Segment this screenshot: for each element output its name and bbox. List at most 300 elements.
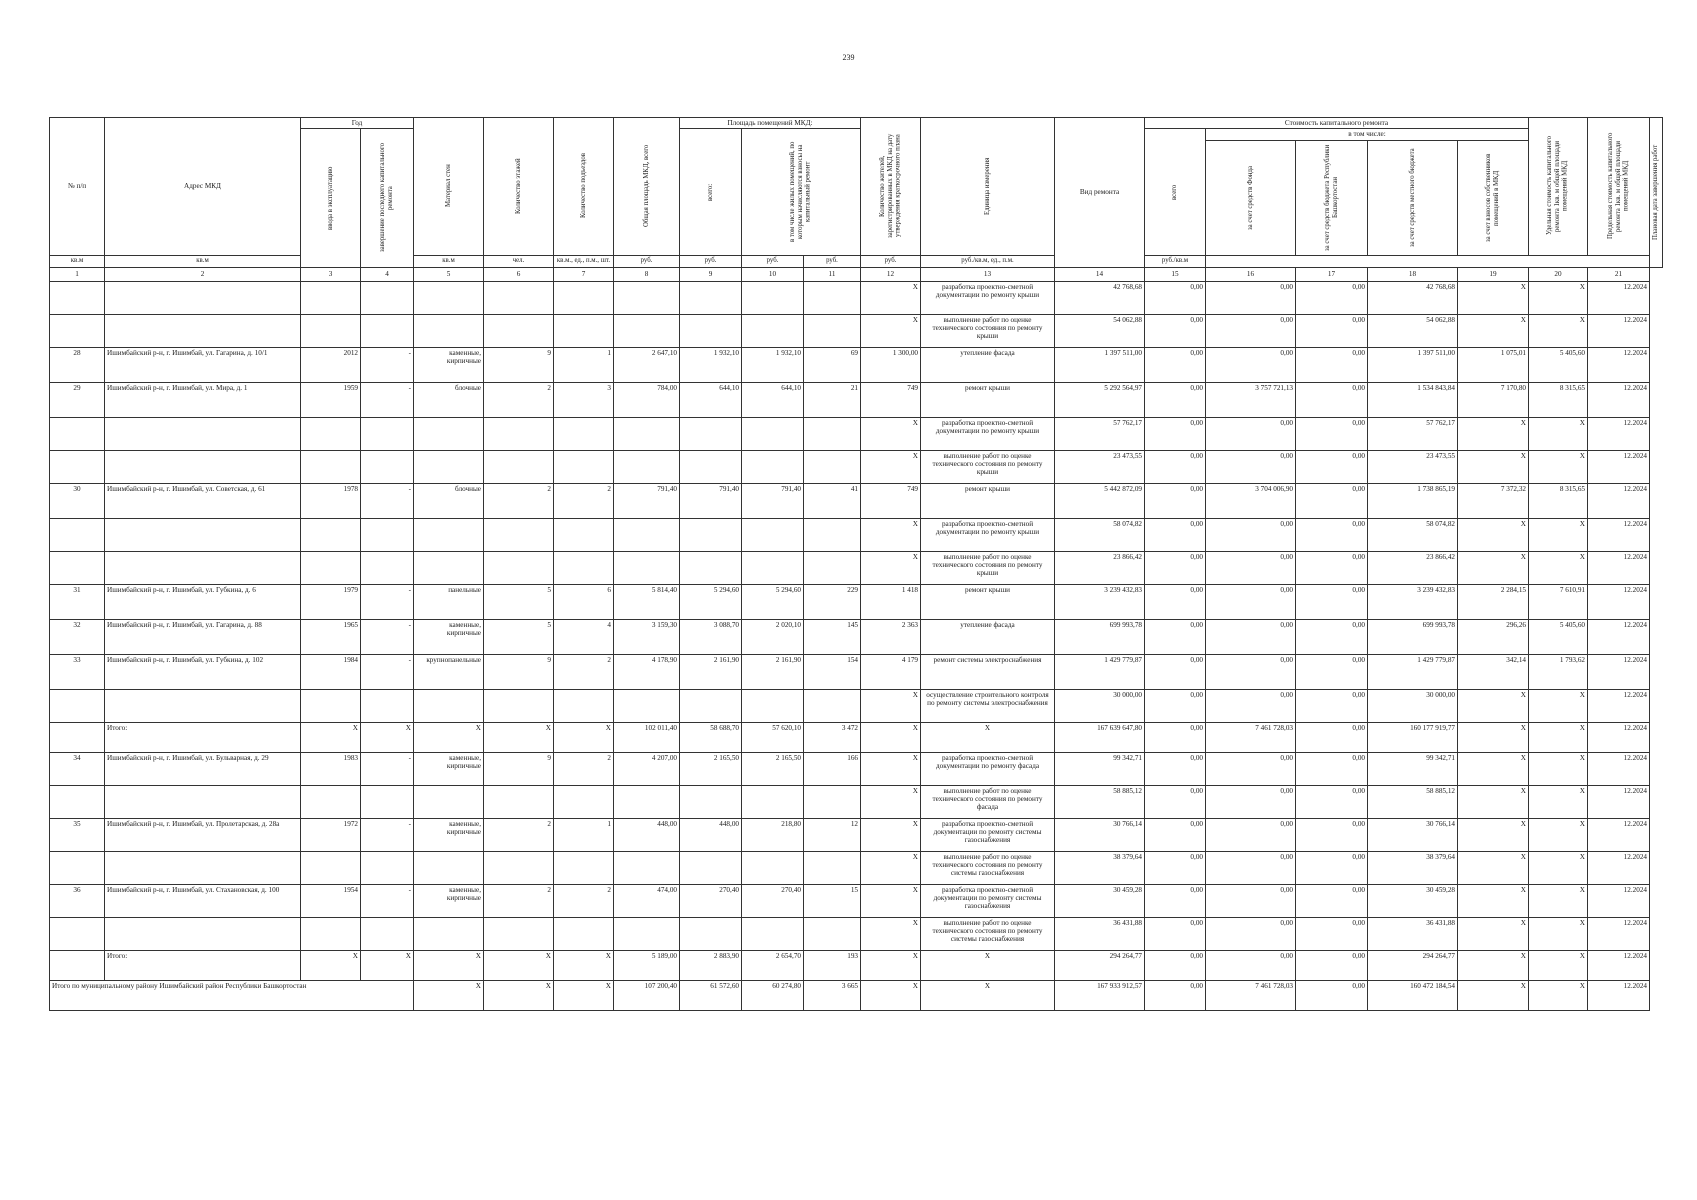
cell-y: 2012	[301, 347, 361, 382]
cell-ow: 30 459,28	[1368, 884, 1458, 917]
cell-ta	[614, 450, 680, 483]
cell-rt: выполнение работ по оценке технического состояния по ремонту фасада	[921, 785, 1055, 818]
cell-x: 1 300,00	[861, 347, 921, 382]
cell-lb: 0,00	[1296, 551, 1368, 584]
cell-z	[361, 917, 414, 950]
cell-uc: X	[1458, 785, 1529, 818]
table-row	[50, 417, 1663, 450]
cell-lc: X	[1529, 752, 1588, 785]
cell-ta	[614, 518, 680, 551]
cell-en	[554, 450, 614, 483]
cell-al: 2 165,50	[742, 752, 804, 785]
cell-rb: 0,00	[1206, 851, 1296, 884]
cell-fl	[484, 281, 554, 314]
cell-lb: 0,00	[1296, 689, 1368, 722]
cell-as	[680, 450, 742, 483]
cell-m: каменные, кирпичные	[414, 884, 484, 917]
cell-d: 12.2024	[1588, 884, 1650, 917]
cell-z	[361, 281, 414, 314]
cell-lb: 0,00	[1296, 818, 1368, 851]
cell-en: 3	[554, 382, 614, 417]
cell-lc: X	[1529, 417, 1588, 450]
column-number: 17	[1296, 267, 1368, 281]
cell-y: 1959	[301, 382, 361, 417]
cell-no	[50, 851, 105, 884]
cell-addr	[105, 917, 301, 950]
cell-z: -	[361, 347, 414, 382]
cell-t: 5 442 872,09	[1055, 483, 1145, 518]
cell-fl	[484, 917, 554, 950]
cell-m: X	[414, 950, 484, 980]
cell-lc: X	[1529, 785, 1588, 818]
cell-lb: 0,00	[1296, 722, 1368, 752]
cell-f: 0,00	[1145, 347, 1206, 382]
unit-cell: кв.м	[414, 255, 484, 267]
cell-fl: 9	[484, 654, 554, 689]
header-floors: Количество этажей	[514, 158, 522, 215]
column-number: 4	[361, 267, 414, 281]
table-row	[50, 722, 1663, 752]
cell-as: 3 088,70	[680, 619, 742, 654]
cell-en: 2	[554, 884, 614, 917]
column-number: 9	[680, 267, 742, 281]
cell-uc: X	[1458, 689, 1529, 722]
unit-cell: руб.	[614, 255, 680, 267]
cell-m: каменные, кирпичные	[414, 619, 484, 654]
cell-rt: выполнение работ по оценке технического состояния по ремонту системы газоснабжения	[921, 851, 1055, 884]
cell-re: 3 472	[804, 722, 861, 752]
cell-addr	[105, 450, 301, 483]
cell-m	[414, 917, 484, 950]
cell-no	[50, 917, 105, 950]
cell-al	[742, 917, 804, 950]
cell-t: 23 473,55	[1055, 450, 1145, 483]
cell-al	[742, 518, 804, 551]
cell-en: 2	[554, 654, 614, 689]
cell-lc: X	[1529, 450, 1588, 483]
cell-d: 12.2024	[1588, 752, 1650, 785]
unit-cell: руб.	[742, 255, 804, 267]
cell-rt: утепление фасада	[921, 619, 1055, 654]
header-area-total: всего:	[706, 183, 714, 201]
cell-lc: X	[1529, 722, 1588, 752]
cell-al: 2 020,10	[742, 619, 804, 654]
cell-x: X	[861, 518, 921, 551]
cell-x: X	[861, 417, 921, 450]
cell-f: 0,00	[1145, 950, 1206, 980]
cell-t: 30 459,28	[1055, 884, 1145, 917]
cell-no	[50, 417, 105, 450]
cell-x: X	[861, 281, 921, 314]
cell-m: панельные	[414, 584, 484, 619]
column-number: 20	[1529, 267, 1588, 281]
table-row	[50, 785, 1663, 818]
cell-addr: Ишимбайский р-н, г. Ишимбай, ул. Пролетарская, д. 28а	[105, 818, 301, 851]
header-cost-fund: за счет средств Фонда	[1246, 165, 1254, 230]
header-total-area: Общая площадь МКД, всего	[642, 145, 650, 228]
cell-al	[742, 281, 804, 314]
grand-total-as: 61 572,60	[680, 980, 742, 1010]
cell-lc: 5 405,60	[1529, 347, 1588, 382]
cell-ta: 5 814,40	[614, 584, 680, 619]
column-number: 5	[414, 267, 484, 281]
cell-y	[301, 314, 361, 347]
cell-ta	[614, 689, 680, 722]
header-unit-cost: Удельная стоимость капитального ремонта 1кв. м общей площади помещений МКД	[1546, 136, 1569, 236]
cell-re: 15	[804, 884, 861, 917]
cell-ow: 36 431,88	[1368, 917, 1458, 950]
cell-z	[361, 785, 414, 818]
cell-m: блочные	[414, 483, 484, 518]
cell-rb: 0,00	[1206, 785, 1296, 818]
cell-addr: Ишимбайский р-н, г. Ишимбай, ул. Губкина, д. 6	[105, 584, 301, 619]
column-number: 15	[1145, 267, 1206, 281]
cell-uc: 2 284,15	[1458, 584, 1529, 619]
cell-f: 0,00	[1145, 584, 1206, 619]
grand-total-rt: X	[921, 980, 1055, 1010]
cell-fl: 9	[484, 752, 554, 785]
cell-rt: X	[921, 722, 1055, 752]
grand-total-uc: X	[1458, 980, 1529, 1010]
cell-no	[50, 551, 105, 584]
table-row	[50, 551, 1663, 584]
cell-x: 749	[861, 382, 921, 417]
column-number: 3	[301, 267, 361, 281]
cell-addr: Ишимбайский р-н, г. Ишимбай, ул. Стахановская, д. 100	[105, 884, 301, 917]
cell-m	[414, 450, 484, 483]
cell-lc: 8 315,65	[1529, 483, 1588, 518]
cell-rb: 0,00	[1206, 551, 1296, 584]
cell-re	[804, 518, 861, 551]
grand-total-ow: 160 472 184,54	[1368, 980, 1458, 1010]
cell-d: 12.2024	[1588, 917, 1650, 950]
grand-total-re: 3 665	[804, 980, 861, 1010]
header-repair-type: Вид ремонта	[1055, 118, 1145, 268]
cell-x: X	[861, 689, 921, 722]
cell-fl	[484, 450, 554, 483]
table-row	[50, 619, 1663, 654]
cell-lc: 1 793,62	[1529, 654, 1588, 689]
cell-y: 1965	[301, 619, 361, 654]
cell-ta	[614, 851, 680, 884]
column-number: 13	[921, 267, 1055, 281]
cell-fl	[484, 689, 554, 722]
column-number: 21	[1588, 267, 1650, 281]
unit-cell: кв.м	[50, 255, 105, 267]
cell-t: 54 062,88	[1055, 314, 1145, 347]
cell-en: 1	[554, 818, 614, 851]
cell-ow: 57 762,17	[1368, 417, 1458, 450]
cell-x: 2 363	[861, 619, 921, 654]
cell-z: -	[361, 619, 414, 654]
cell-al: 2 161,90	[742, 654, 804, 689]
cell-uc: 296,26	[1458, 619, 1529, 654]
cell-en: X	[554, 950, 614, 980]
header-material: Материал стен	[444, 164, 452, 208]
grand-total-lc: X	[1529, 980, 1588, 1010]
cell-rt: разработка проектно-сметной документации по ремонту крыши	[921, 417, 1055, 450]
cell-d: 12.2024	[1588, 818, 1650, 851]
cell-addr	[105, 785, 301, 818]
cell-uc: X	[1458, 281, 1529, 314]
cell-d: 12.2024	[1588, 689, 1650, 722]
cell-rb: 0,00	[1206, 752, 1296, 785]
cell-x: 4 179	[861, 654, 921, 689]
cell-en: 4	[554, 619, 614, 654]
cell-re: 166	[804, 752, 861, 785]
column-number: 12	[861, 267, 921, 281]
column-number: 8	[614, 267, 680, 281]
cell-uc: 7 372,32	[1458, 483, 1529, 518]
cell-t: 1 397 511,00	[1055, 347, 1145, 382]
cell-rt: X	[921, 950, 1055, 980]
column-number: 7	[554, 267, 614, 281]
cell-lc: X	[1529, 518, 1588, 551]
cell-f: 0,00	[1145, 851, 1206, 884]
cell-t: 30 000,00	[1055, 689, 1145, 722]
cell-fl	[484, 314, 554, 347]
column-number: 18	[1368, 267, 1458, 281]
header-unit: Единица измерения	[983, 157, 991, 215]
cell-fl: 9	[484, 347, 554, 382]
cell-as: 2 883,90	[680, 950, 742, 980]
cell-lb: 0,00	[1296, 785, 1368, 818]
cell-rt: разработка проектно-сметной документации по ремонту системы газоснабжения	[921, 818, 1055, 851]
cell-fl: 5	[484, 584, 554, 619]
cell-en	[554, 551, 614, 584]
header-year: Год	[301, 118, 414, 129]
header-cost-rb-budget: за счет средств бюджета Республики Башкортостан	[1323, 144, 1339, 251]
cell-ow: 699 993,78	[1368, 619, 1458, 654]
cell-as: 448,00	[680, 818, 742, 851]
grand-total-label: Итого по муниципальному району Ишимбайский район Республики Башкортостан	[50, 980, 414, 1010]
cell-lc: X	[1529, 851, 1588, 884]
cell-rb: 3 704 006,90	[1206, 483, 1296, 518]
cell-addr	[105, 551, 301, 584]
unit-cell: руб./кв.м, ед., п.м.	[921, 255, 1055, 267]
cell-rb: 0,00	[1206, 689, 1296, 722]
cell-d: 12.2024	[1588, 619, 1650, 654]
cell-lb: 0,00	[1296, 950, 1368, 980]
cell-x: X	[861, 314, 921, 347]
cell-uc: X	[1458, 551, 1529, 584]
cell-ta	[614, 314, 680, 347]
cell-ta: 448,00	[614, 818, 680, 851]
table-row	[50, 518, 1663, 551]
cell-al	[742, 785, 804, 818]
cell-f: 0,00	[1145, 314, 1206, 347]
cell-y	[301, 518, 361, 551]
cell-lc: X	[1529, 689, 1588, 722]
cell-rt: выполнение работ по оценке технического состояния по ремонту крыши	[921, 314, 1055, 347]
header-plan-date: Плановая дата завершения работ	[1652, 144, 1659, 240]
cell-z: -	[361, 654, 414, 689]
cell-ta	[614, 281, 680, 314]
header-residents: Количество жителей, зарегистрированных в МКД на дату утверждения краткосрочного плана	[878, 134, 902, 239]
cell-rt: выполнение работ по оценке технического состояния по ремонту системы газоснабжения	[921, 917, 1055, 950]
cell-t: 30 766,14	[1055, 818, 1145, 851]
column-number: 19	[1458, 267, 1529, 281]
cell-y: X	[301, 722, 361, 752]
cell-as	[680, 518, 742, 551]
column-number: 6	[484, 267, 554, 281]
cell-uc: X	[1458, 417, 1529, 450]
cell-fl: 2	[484, 382, 554, 417]
column-numbers-row	[50, 267, 1663, 281]
header-address: Адрес МКД	[105, 118, 301, 256]
cell-t: 3 239 432,83	[1055, 584, 1145, 619]
cell-uc: 7 170,80	[1458, 382, 1529, 417]
cell-no	[50, 950, 105, 980]
repair-plan-table	[49, 117, 1663, 1011]
cell-re	[804, 450, 861, 483]
cell-no	[50, 314, 105, 347]
cell-ta	[614, 551, 680, 584]
cell-al	[742, 551, 804, 584]
repair-plan-sheet	[49, 117, 1663, 1011]
cell-rt: разработка проектно-сметной документации по ремонту крыши	[921, 518, 1055, 551]
cell-m	[414, 281, 484, 314]
header-limit-cost: Предельная стоимость капитального ремонта 1кв. м общей площади помещений МКД	[1606, 133, 1630, 240]
cell-al	[742, 689, 804, 722]
cell-lc: X	[1529, 314, 1588, 347]
cell-addr: Ишимбайский р-н, г. Ишимбай, ул. Гагарина, д. 10/1	[105, 347, 301, 382]
cell-al: 791,40	[742, 483, 804, 518]
table-row	[50, 314, 1663, 347]
cell-as	[680, 551, 742, 584]
cell-re	[804, 689, 861, 722]
cell-as	[680, 314, 742, 347]
cell-ta: 102 011,40	[614, 722, 680, 752]
unit-cell: кв.м., ед., п.м., шт.	[554, 255, 614, 267]
cell-addr	[105, 689, 301, 722]
cell-as: 58 688,70	[680, 722, 742, 752]
cell-lc: X	[1529, 950, 1588, 980]
cell-t: 42 768,68	[1055, 281, 1145, 314]
cell-d: 12.2024	[1588, 347, 1650, 382]
header-entrances: Количество подъездов	[579, 153, 587, 219]
header-cost-local-budget: за счет средств местного бюджета	[1408, 148, 1416, 247]
cell-lb: 0,00	[1296, 752, 1368, 785]
unit-cell: руб.	[861, 255, 921, 267]
cell-f: 0,00	[1145, 450, 1206, 483]
cell-rb: 0,00	[1206, 619, 1296, 654]
table-row	[50, 818, 1663, 851]
cell-lb: 0,00	[1296, 584, 1368, 619]
cell-al: 5 294,60	[742, 584, 804, 619]
cell-addr	[105, 281, 301, 314]
cell-fl	[484, 518, 554, 551]
cell-re: 193	[804, 950, 861, 980]
grand-total-f: 0,00	[1145, 980, 1206, 1010]
cell-uc: X	[1458, 314, 1529, 347]
cell-al	[742, 851, 804, 884]
cell-no	[50, 722, 105, 752]
table-row	[50, 950, 1663, 980]
cell-y	[301, 450, 361, 483]
cell-as: 644,10	[680, 382, 742, 417]
cell-rt: утепление фасада	[921, 347, 1055, 382]
cell-re: 154	[804, 654, 861, 689]
cell-f: 0,00	[1145, 884, 1206, 917]
cell-ta: 791,40	[614, 483, 680, 518]
column-number: 1	[50, 267, 105, 281]
cell-uc: X	[1458, 884, 1529, 917]
cell-rt: разработка проектно-сметной документации по ремонту фасада	[921, 752, 1055, 785]
cell-ow: 1 397 511,00	[1368, 347, 1458, 382]
header-cost-total: всего	[1171, 184, 1179, 200]
cell-ow: 160 177 919,77	[1368, 722, 1458, 752]
cell-rt: ремонт крыши	[921, 584, 1055, 619]
table-row	[50, 382, 1663, 417]
cell-addr: Итого:	[105, 950, 301, 980]
cell-x: X	[861, 818, 921, 851]
cell-as: 2 161,90	[680, 654, 742, 689]
cell-z	[361, 314, 414, 347]
cell-x: X	[861, 785, 921, 818]
cell-rb: 0,00	[1206, 347, 1296, 382]
cell-re	[804, 785, 861, 818]
column-number: 11	[804, 267, 861, 281]
cell-rt: осуществление строительного контроля по ремонту системы электроснабжения	[921, 689, 1055, 722]
cell-ow: 1 534 843,84	[1368, 382, 1458, 417]
cell-z: -	[361, 584, 414, 619]
cell-uc: X	[1458, 450, 1529, 483]
cell-m	[414, 851, 484, 884]
cell-as: 5 294,60	[680, 584, 742, 619]
cell-al: 57 620,10	[742, 722, 804, 752]
cell-rt: ремонт крыши	[921, 483, 1055, 518]
cell-t: 294 264,77	[1055, 950, 1145, 980]
cell-f: 0,00	[1145, 619, 1206, 654]
cell-z: -	[361, 752, 414, 785]
cell-z	[361, 417, 414, 450]
cell-al	[742, 450, 804, 483]
cell-t: 699 993,78	[1055, 619, 1145, 654]
cell-ta	[614, 917, 680, 950]
cell-m: крупнопанельные	[414, 654, 484, 689]
cell-as	[680, 851, 742, 884]
cell-re	[804, 551, 861, 584]
cell-re	[804, 417, 861, 450]
cell-no: 28	[50, 347, 105, 382]
cell-m: каменные, кирпичные	[414, 347, 484, 382]
cell-lb: 0,00	[1296, 382, 1368, 417]
cell-uc: X	[1458, 950, 1529, 980]
cell-re	[804, 314, 861, 347]
column-number: 16	[1206, 267, 1296, 281]
header-cost: Стоимость капитального ремонта	[1145, 118, 1529, 129]
cell-al: 270,40	[742, 884, 804, 917]
header-cost-owners: за счет взносов собственников помещений в МКД	[1485, 153, 1500, 242]
cell-fl: 5	[484, 619, 554, 654]
cell-no	[50, 518, 105, 551]
cell-lb: 0,00	[1296, 347, 1368, 382]
cell-uc: X	[1458, 851, 1529, 884]
cell-ow: 42 768,68	[1368, 281, 1458, 314]
cell-d: 12.2024	[1588, 584, 1650, 619]
header-commission-year: ввода в эксплуатацию	[326, 166, 334, 230]
cell-lb: 0,00	[1296, 917, 1368, 950]
unit-cell: кв.м	[105, 255, 301, 267]
cell-z	[361, 551, 414, 584]
cell-re	[804, 851, 861, 884]
header-no: № п/п	[50, 118, 105, 256]
cell-addr	[105, 314, 301, 347]
cell-f: 0,00	[1145, 483, 1206, 518]
cell-as	[680, 917, 742, 950]
cell-x: X	[861, 950, 921, 980]
